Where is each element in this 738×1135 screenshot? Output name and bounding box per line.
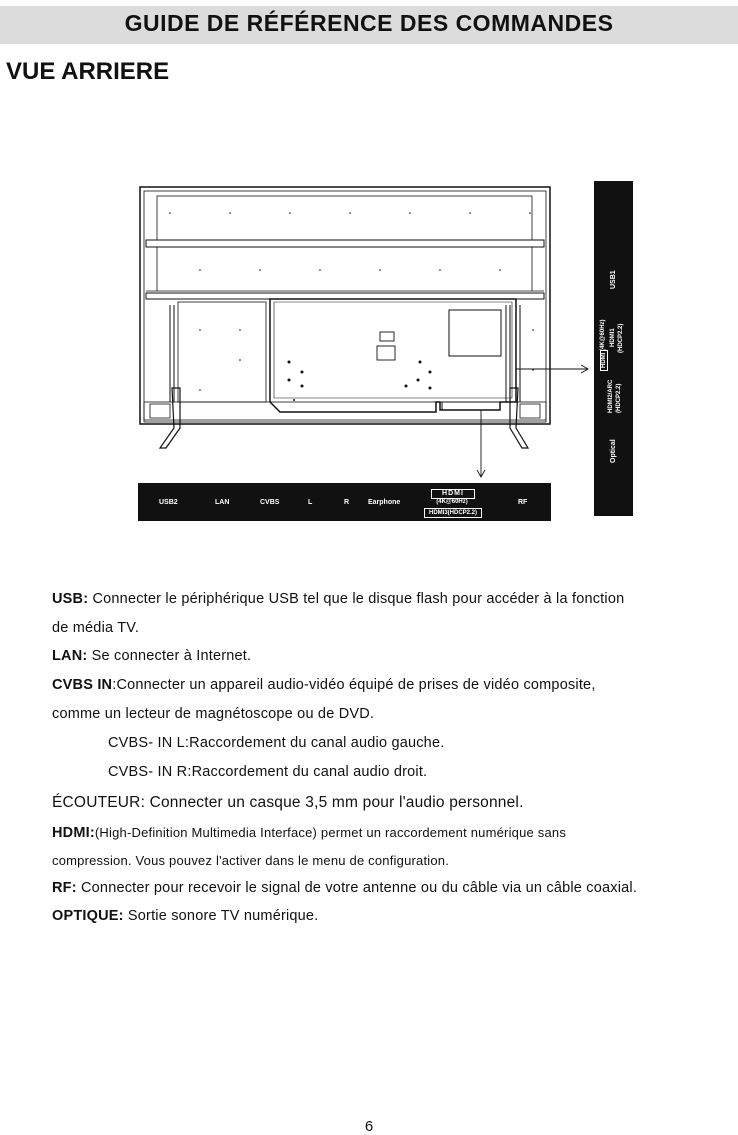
hdmi-text: (High-Definition Multimedia Interface) permet un raccordement numérique sans — [94, 825, 567, 840]
audio-l-label: L — [308, 499, 313, 506]
lan-label: LAN — [215, 499, 230, 506]
rf-term: RF: — [52, 880, 77, 896]
hdmi-description-cont: compression. Vous pouvez l'activer dans le menu de configuration. — [52, 853, 450, 868]
earphone-description: ÉCOUTEUR: Connecter un casque 3,5 mm pour l'audio personnel. — [52, 794, 524, 811]
rf-label: RF — [518, 499, 528, 506]
usb-term: USB: — [52, 591, 89, 607]
lan-term: LAN: — [52, 648, 88, 664]
rf-text: Connecter pour recevoir le signal de votre antenne ou du câble via un câble coaxial. — [76, 880, 638, 896]
usb1-label: USB1 — [610, 270, 617, 289]
cvbs-description — [52, 677, 596, 693]
cvbs-l-description: CVBS- IN L:Raccordement du canal audio gauche. — [108, 735, 445, 751]
hdmi1-hdcp: (HDCP2.2) — [618, 323, 624, 353]
usb-text: Connecter le périphérique USB tel que le disque flash pour accéder à la fonction — [88, 591, 625, 607]
hdmi3-port-label — [424, 488, 480, 516]
lan-text: Se connecter à Internet. — [87, 648, 252, 664]
optique-term: OPTIQUE: — [52, 908, 124, 924]
optical-label: Optical — [610, 439, 617, 463]
hdmi3-name: HDMI3(HDCP2.2) — [424, 508, 482, 518]
cvbs-term: CVBS IN — [52, 677, 113, 693]
side-connector-panel — [594, 181, 633, 516]
hdmi-description — [52, 825, 566, 841]
hdmi1-name: HDMI1 — [610, 328, 616, 347]
hdmi1-logo: HDMI — [600, 350, 608, 371]
optique-description — [52, 908, 318, 924]
hdmi2-hdcp: (HDCP2.2) — [616, 383, 622, 413]
bottom-connector-panel — [138, 483, 551, 521]
usb-description — [52, 591, 624, 607]
cvbs-text: :Connecter un appareil audio-vidéo équipé de prises de vidéo composite, — [112, 677, 596, 693]
cvbs-label: CVBS — [260, 499, 280, 506]
cvbs-r-description: CVBS- IN R:Raccordement du canal audio droit. — [108, 764, 428, 780]
audio-r-label: R — [344, 499, 350, 506]
hdmi2-name: HDMI2/ARC — [608, 379, 614, 413]
section-title: VUE ARRIERE — [6, 58, 170, 85]
lan-description — [52, 648, 251, 664]
page-number: 6 — [364, 1118, 374, 1135]
hdmi1-spec: (4K@60Hz) — [600, 319, 606, 351]
hdmi-logo: HDMI — [431, 489, 475, 499]
optique-text: Sortie sonore TV numérique. — [123, 908, 319, 924]
earphone-label: Earphone — [368, 499, 401, 506]
hdmi-term: HDMI: — [52, 825, 95, 841]
page-title: GUIDE DE RÉFÉRENCE DES COMMANDES — [124, 10, 614, 36]
rf-description — [52, 880, 637, 896]
usb-description-cont: de média TV. — [52, 620, 140, 636]
cvbs-description-cont: comme un lecteur de magnétoscope ou de DVD. — [52, 706, 375, 722]
hdmi3-spec: (4K@60Hz) — [436, 499, 468, 505]
usb2-label: USB2 — [159, 499, 178, 506]
